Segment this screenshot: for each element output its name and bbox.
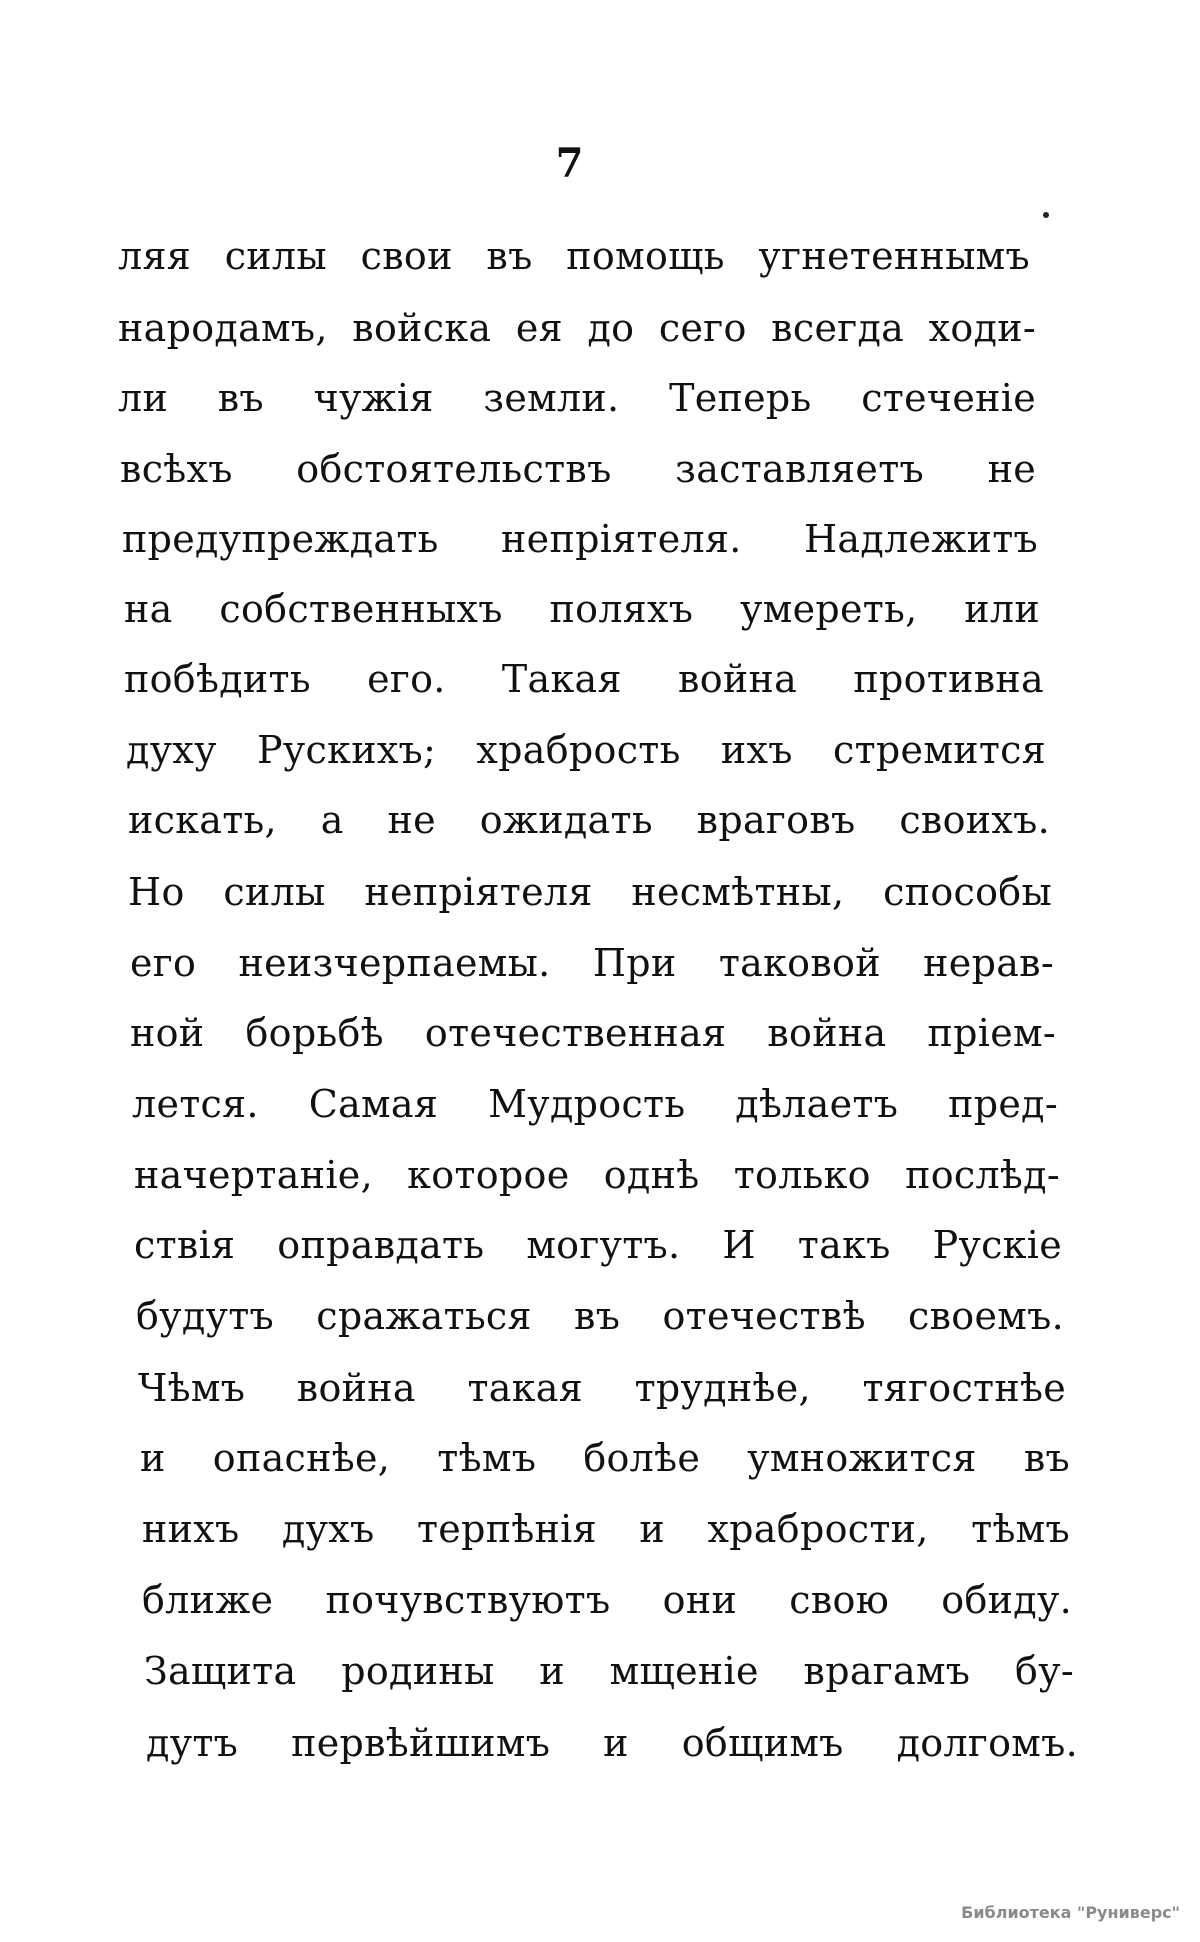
text-line: начертаніе, которое однѣ только послѣд- — [134, 1153, 1060, 1197]
text-line: и опаснѣе, тѣмъ болѣе умножится въ — [140, 1436, 1070, 1480]
ink-speck — [1043, 212, 1049, 218]
text-line: его неизчерпаемы. При таковой нерав- — [130, 941, 1054, 985]
text-line: Защита родины и мщеніе врагамъ бу- — [144, 1649, 1074, 1693]
text-line: ной борьбѣ отечественная война пріем- — [130, 1011, 1056, 1055]
text-line: будутъ сражаться въ отечествѣ своемъ. — [136, 1294, 1064, 1338]
text-line: ляя силы свои въ помощь угнетеннымъ — [118, 234, 1030, 278]
text-line: Чѣмъ война такая труднѣе, тягостнѣе — [138, 1366, 1066, 1410]
library-watermark: Библиотека "Руниверс" — [961, 1903, 1180, 1922]
text-line: Но силы непріятеля несмѣтны, способы — [128, 870, 1052, 914]
text-line: на собственныхъ поляхъ умереть, или — [124, 587, 1040, 631]
text-line: искать, а не ожидать враговъ своихъ. — [128, 798, 1050, 842]
text-line: ствія оправдать могутъ. И такъ Рускіе — [134, 1223, 1062, 1267]
text-line: ли въ чужія земли. Теперь стеченіе — [118, 376, 1036, 420]
text-line: нихъ духъ терпѣнія и храбрости, тѣмъ — [142, 1507, 1070, 1551]
text-line: всѣхъ обстоятельствъ заставляетъ не — [120, 447, 1036, 491]
text-line: духу Рускихъ; храбрость ихъ стремится — [126, 728, 1046, 772]
text-line: лется. Самая Мудрость дѣлаетъ пред- — [132, 1082, 1058, 1126]
text-line: ближе почувствуютъ они свою обиду. — [142, 1578, 1072, 1622]
text-line: народамъ, войска ея до сего всегда ходи- — [118, 306, 1036, 350]
text-line: побѣдить его. Такая война противна — [124, 657, 1044, 701]
text-line: предупреждать непріятеля. Надлежитъ — [122, 517, 1038, 561]
text-line: дутъ первѣйшимъ и общимъ долгомъ. — [146, 1721, 1078, 1765]
page-number: 7 — [555, 140, 585, 187]
